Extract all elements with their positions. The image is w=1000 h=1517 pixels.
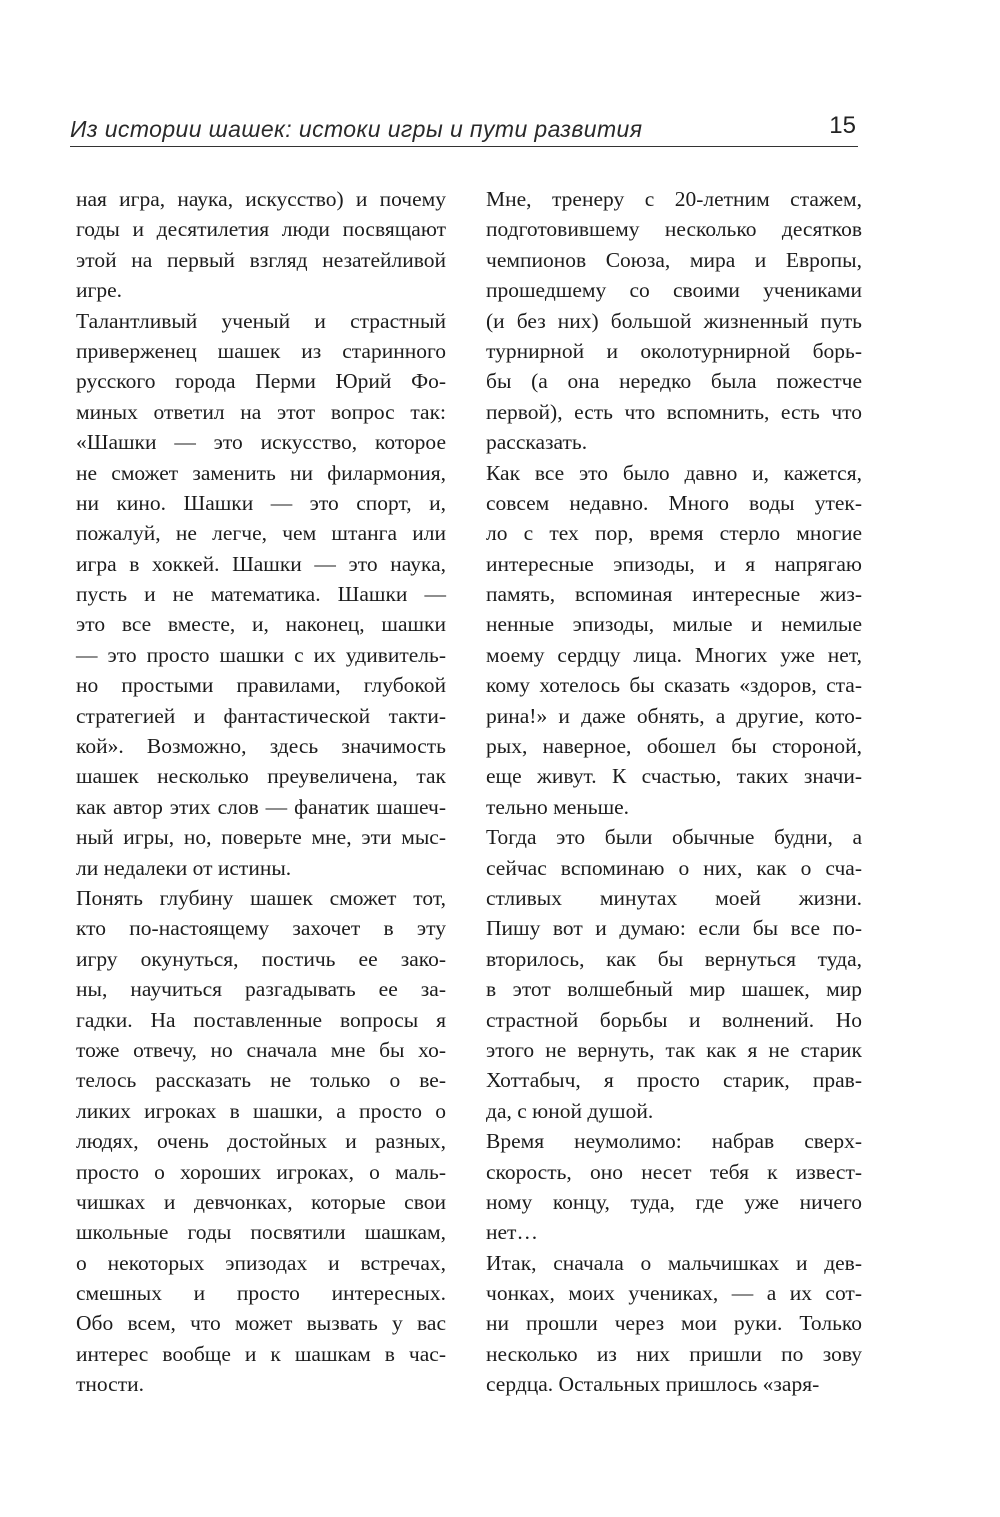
text-line: игра в хоккей. Шашки — это наука, xyxy=(76,551,446,576)
text-line: годы и десятилетия люди посвящают xyxy=(76,217,446,242)
text-line: интересные эпизоды, и я напрягаю xyxy=(486,551,862,576)
text-line: приверженец шашек из старинного xyxy=(76,338,446,363)
text-line: стратегией и фантастической такти- xyxy=(76,703,446,728)
text-line: не сможет заменить ни филармония, xyxy=(76,460,446,485)
text-line: (и без них) большой жизненный путь xyxy=(486,308,862,333)
text-line: кто по-настоящему захочет в эту xyxy=(76,916,446,941)
text-line: тоже отвечу, но сначала мне бы хо- xyxy=(76,1037,446,1062)
text-line: школьные годы посвятили шашкам, xyxy=(76,1220,446,1245)
text-line: но простыми правилами, глубокой xyxy=(76,673,446,698)
text-line: турнирной и околотурнирной борь- xyxy=(486,338,862,363)
text-line: интерес вообще и к шашкам в час- xyxy=(76,1341,446,1366)
text-line: ло с тех пор, время стерло многие xyxy=(486,521,862,546)
text-line: пусть и не математика. Шашки — xyxy=(76,582,446,607)
text-line: несколько из них пришли по зову xyxy=(486,1341,862,1366)
running-header-title: Из истории шашек: истоки игры и пути развития xyxy=(70,116,643,142)
text-line: этого не вернуть, так как я не старик xyxy=(486,1037,862,1062)
text-line: вторилось, как бы вернуться туда, xyxy=(486,946,862,971)
text-line: смешных и просто интересных. xyxy=(76,1281,446,1306)
text-line: тельно меньше. xyxy=(486,794,630,819)
text-line: рых, наверное, обошел бы стороной, xyxy=(486,734,862,759)
text-line: русского города Перми Юрий Фо- xyxy=(76,369,446,394)
text-line: это все вместе, и, наконец, шашки xyxy=(76,612,446,637)
text-line: Обо всем, что может вызвать у вас xyxy=(76,1311,446,1336)
text-line: совсем недавно. Много воды утек- xyxy=(486,490,862,515)
text-line: Пишу вот и думаю: если бы все по- xyxy=(486,916,862,941)
text-line: первой), есть что вспомнить, есть что xyxy=(486,399,862,424)
text-line: Итак, сначала о мальчишках и дев- xyxy=(486,1250,862,1275)
text-line: ному концу, туда, где уже ничего xyxy=(486,1189,862,1214)
text-line: ненные эпизоды, милые и немилые xyxy=(486,612,862,637)
text-line: телось рассказать не только о ве- xyxy=(76,1068,446,1093)
text-line: Понять глубину шашек сможет тот, xyxy=(76,885,446,910)
text-line: кой». Возможно, здесь значимость xyxy=(76,734,446,759)
text-line: бы (а она нередко была пожестче xyxy=(486,369,862,394)
text-line: «Шашки — это искусство, которое xyxy=(76,430,446,455)
text-line: еще живут. К счастью, таких значи- xyxy=(486,764,862,789)
text-line: ный игры, но, поверьте мне, эти мыс- xyxy=(76,825,446,850)
text-line: чонках, моих учениках, — а их сот- xyxy=(486,1281,862,1306)
text-line: ни кино. Шашки — это спорт, и, xyxy=(76,490,446,515)
text-line: тности. xyxy=(76,1372,145,1397)
text-line: ликих игроках в шашки, а просто о xyxy=(76,1098,446,1123)
text-line: Талантливый ученый и страстный xyxy=(76,308,446,333)
header-rule xyxy=(70,146,858,147)
running-header xyxy=(70,112,858,148)
text-line: скорость, оно несет тебя к извест- xyxy=(486,1159,862,1184)
right-column xyxy=(486,184,862,1400)
text-line: прошедшему со своими учениками xyxy=(486,278,862,303)
text-line: в этот волшебный мир шашек, мир xyxy=(486,977,862,1002)
text-line: о некоторых эпизодах и встречах, xyxy=(76,1250,446,1275)
text-line: игре. xyxy=(76,278,122,303)
text-line: Хоттабыч, я просто старик, прав- xyxy=(486,1068,862,1093)
text-line: нет… xyxy=(486,1220,538,1245)
text-line: Тогда это были обычные будни, а xyxy=(486,825,862,850)
text-line: рина!» и даже обнять, а другие, кото- xyxy=(486,703,862,728)
text-line: кому хотелось бы сказать «здоров, ста- xyxy=(486,673,862,698)
text-line: ны, научиться разгадывать ее за- xyxy=(76,977,446,1002)
text-line: страстной борьбы и волнений. Но xyxy=(486,1007,862,1032)
text-line: людях, очень достойных и разных, xyxy=(76,1129,446,1154)
text-line: миных ответил на этот вопрос так: xyxy=(76,399,446,424)
left-column xyxy=(76,184,446,1400)
text-line: чемпионов Союза, мира и Европы, xyxy=(486,247,862,272)
text-line: гадки. На поставленные вопросы я xyxy=(76,1007,446,1032)
text-line: Как все это было давно и, кажется, xyxy=(486,460,862,485)
text-line: подготовившему несколько десятков xyxy=(486,217,862,242)
text-line: сейчас вспоминаю о них, как о сча- xyxy=(486,855,862,880)
text-line: пожалуй, не легче, чем штанга или xyxy=(76,521,446,546)
text-line: ли недалеки от истины. xyxy=(76,855,292,880)
text-line: просто о хороших игроках, о маль- xyxy=(76,1159,446,1184)
text-line: Мне, тренеру с 20-летним стажем, xyxy=(486,187,862,211)
text-line: ная игра, наука, искусство) и почему xyxy=(76,187,446,211)
text-line: моему сердцу лица. Многих уже нет, xyxy=(486,642,862,667)
text-line: этой на первый взгляд незатейливой xyxy=(76,247,446,272)
text-line: чишках и девчонках, которые свои xyxy=(76,1189,446,1214)
page-number: 15 xyxy=(829,112,856,139)
text-line: шашек несколько преувеличена, так xyxy=(76,764,446,789)
text-line: как автор этих слов — фанатик шашеч- xyxy=(76,794,446,819)
text-line: стливых минутах моей жизни. xyxy=(486,885,862,910)
text-line: ни прошли через мои руки. Только xyxy=(486,1311,862,1336)
text-line: да, с юной душой. xyxy=(486,1098,654,1123)
text-line: сердца. Остальных пришлось «заря- xyxy=(486,1372,820,1397)
text-line: рассказать. xyxy=(486,430,588,455)
text-line: память, вспоминая интересные жиз- xyxy=(486,582,862,607)
text-line: игру окунуться, постичь ее зако- xyxy=(76,946,446,971)
text-line: Время неумолимо: набрав сверх- xyxy=(486,1129,862,1154)
text-line: — это просто шашки с их удивитель- xyxy=(76,642,446,667)
